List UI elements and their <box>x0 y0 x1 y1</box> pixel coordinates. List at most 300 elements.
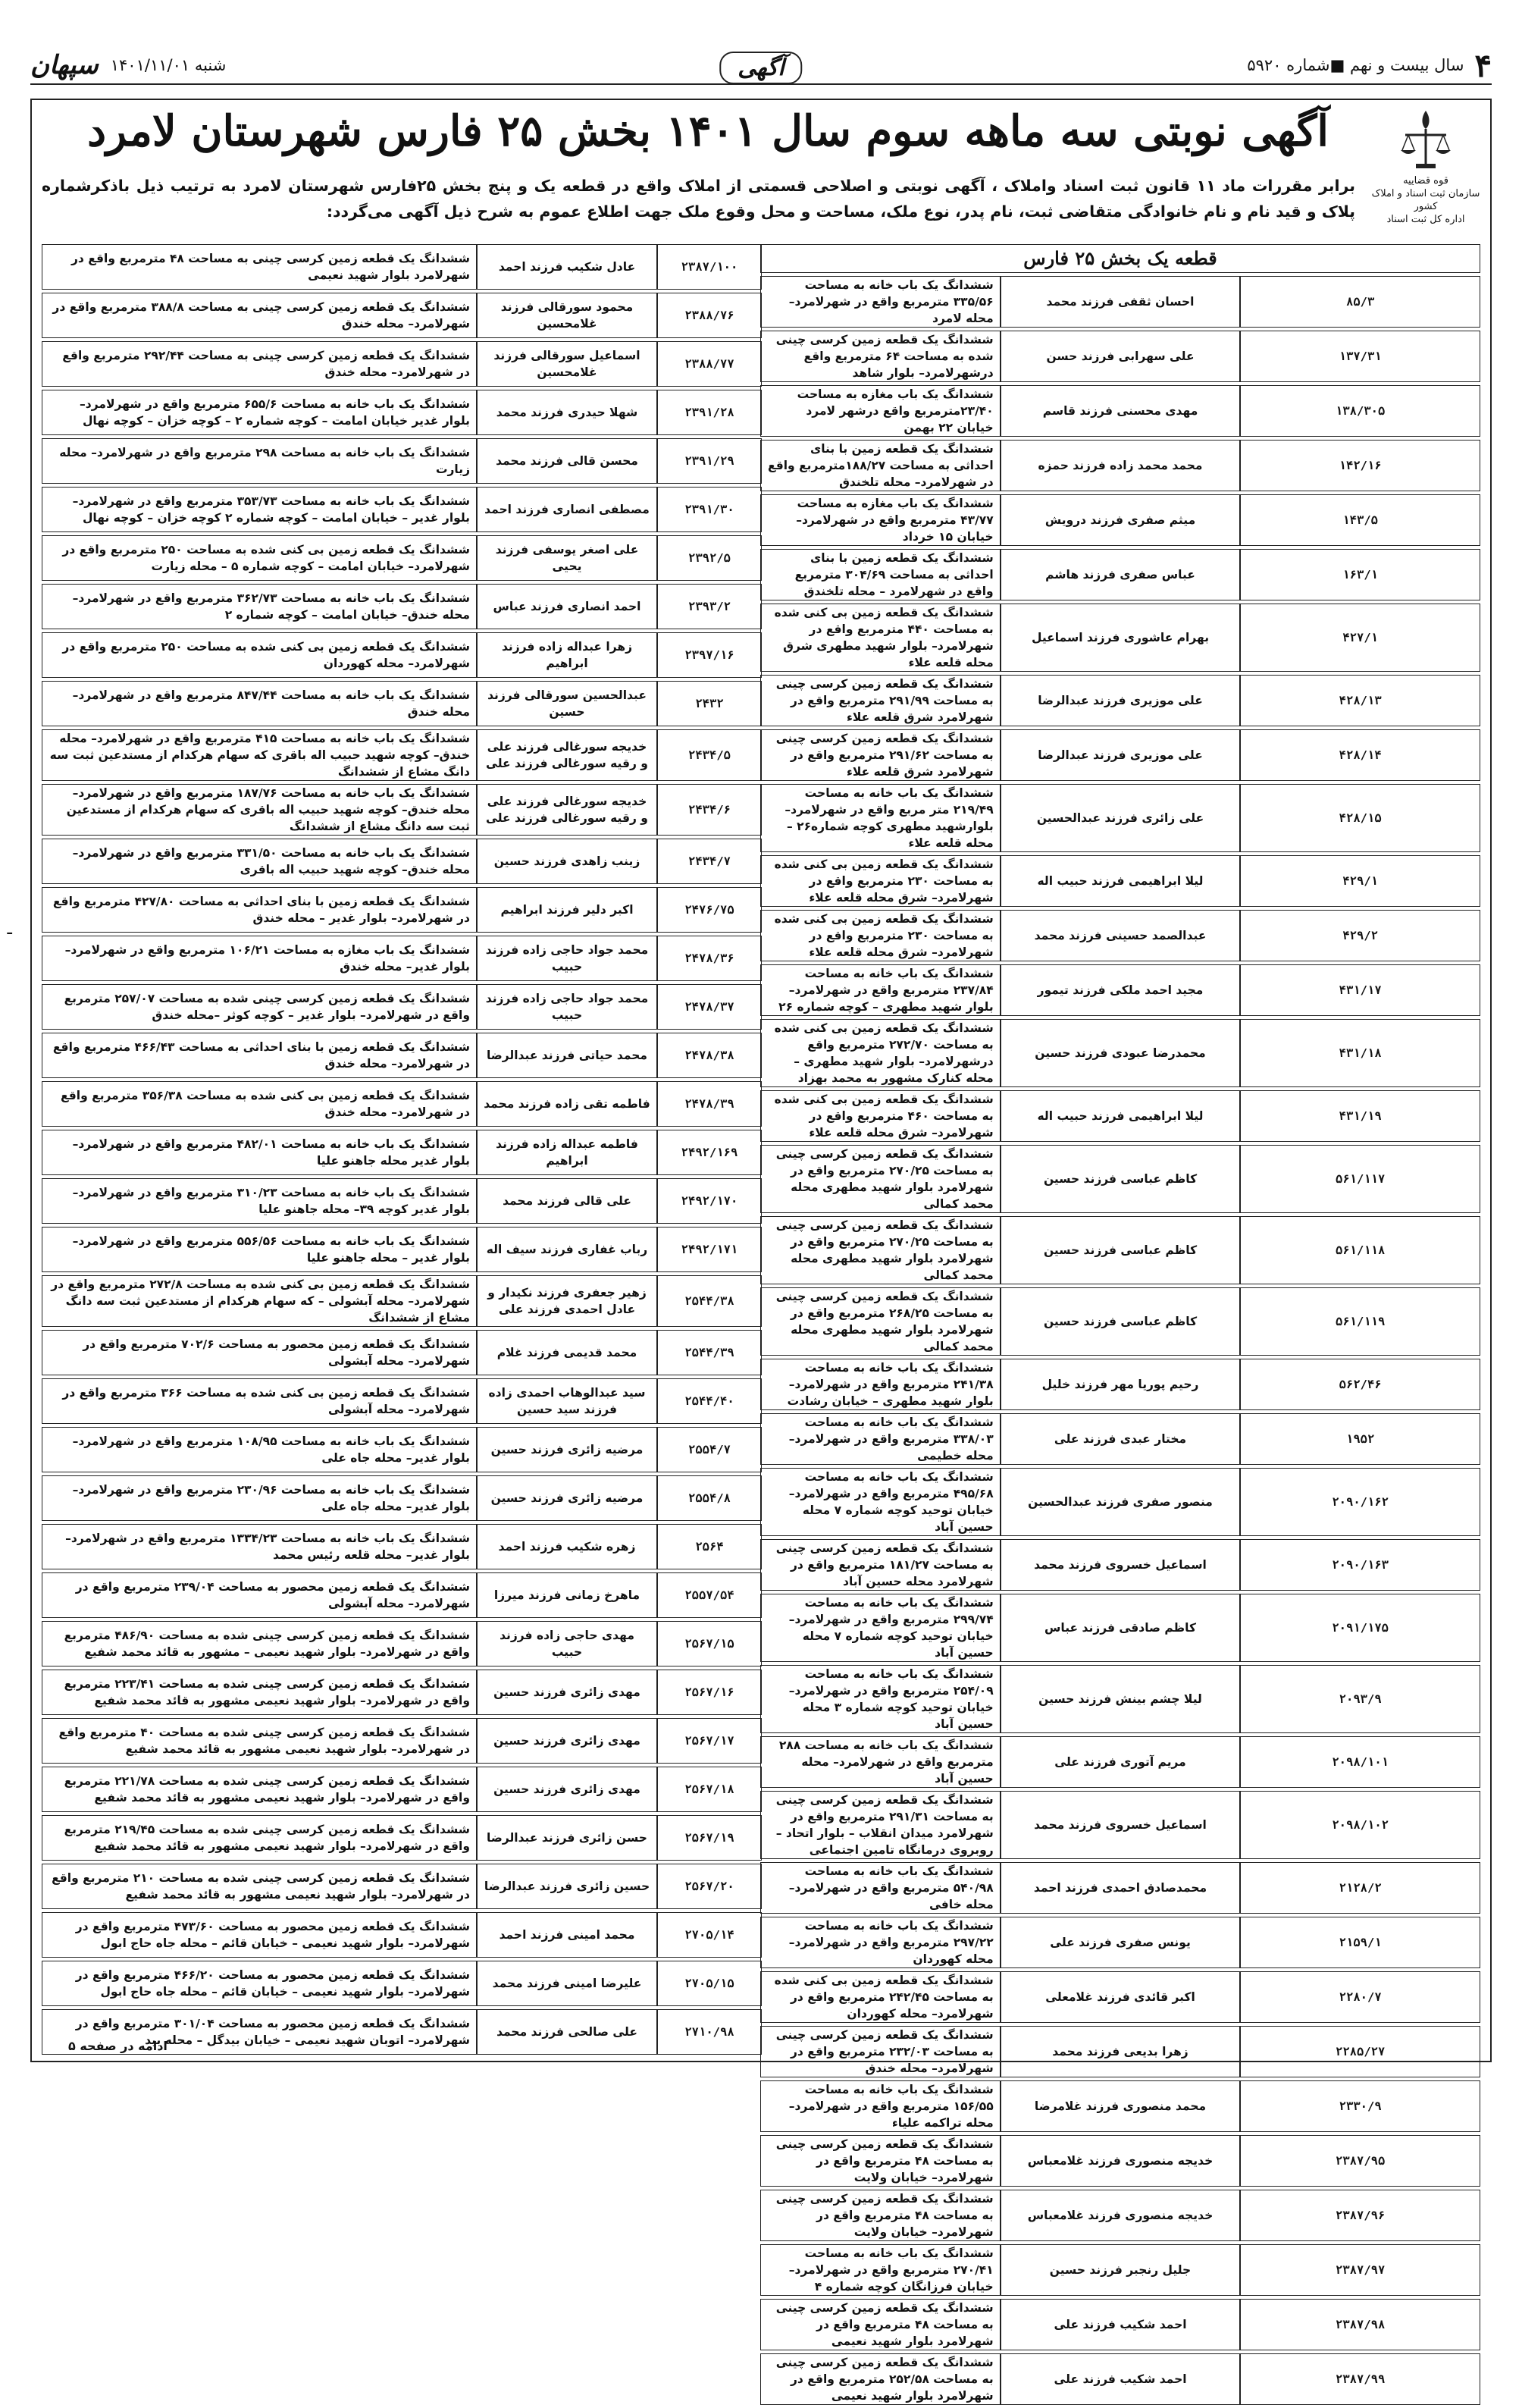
applicant-name: حسین زائری فرزند عبدالرضا <box>477 1864 657 1909</box>
property-description: ششدانگ یک باب خانه به مساحت ۳۳۱/۵۰ مترمربع واقع در شهرلامرد– محله خندق– کوچه شهید حبیب اله باقری <box>42 839 477 884</box>
plate-number: ۲۷۱۰/۹۸ <box>657 2009 762 2055</box>
plate-number: ۲۰۹۰/۱۶۲ <box>1240 1468 1480 1536</box>
property-description: ششدانگ یک قطعه زمین کرسی چینی به مساحت ۱۸۱/۲۷ مترمربع واقع در شهرلامرد محله حسین آباد <box>760 1539 1001 1591</box>
table-row <box>760 1862 1480 1914</box>
property-description: ششدانگ یک قطعه زمین کرسی چینی به مساحت ۲۹۱/۶۲ مترمربع واقع در شهرلامرد شرق قلعه علاء <box>760 729 1001 781</box>
applicant-name: لیلا چشم بینش فرزند حسین <box>1001 1665 1241 1733</box>
table-row <box>42 1330 762 1375</box>
table-row <box>42 984 762 1030</box>
applicant-name: خدیجه سورغالی فرزند علی و رقیه سورغالی فرزند علی <box>477 729 657 781</box>
table-row <box>42 887 762 933</box>
property-description: ششدانگ یک قطعه زمین کرسی چینی به مساحت ۴۸ مترمربع واقع در شهرلامرد بلوار شهید نعیمی <box>42 244 477 290</box>
table-row <box>760 910 1480 961</box>
applicant-name: احسان ثقفی فرزند محمد <box>1001 276 1241 328</box>
property-description: ششدانگ یک قطعه زمین کرسی چینی به مساحت ۲۹۱/۳۱ مترمربع واقع در شهرلامرد میدان انقلاب – بلوار اتحاد – روبروی درمانگاه تامین اجتماعی <box>760 1791 1001 1859</box>
applicant-name: محمد حیاتی فرزند عبدالرضا <box>477 1033 657 1078</box>
property-description: ششدانگ یک قطعه زمین کرسی چینی به مساحت ۲۳۲/۰۳ مترمربع واقع در شهرلامرد– محله خندق <box>760 2026 1001 2077</box>
plate-number: ۲۰۹۳/۹ <box>1240 1665 1480 1733</box>
plate-number: ۴۲۸/۱۵ <box>1240 784 1480 852</box>
plate-number: ۴۲۷/۱ <box>1240 604 1480 672</box>
property-description: ششدانگ یک قطعه زمین محصور به مساحت ۳۰۱/۰۴ مترمربع واقع در شهرلامرد– اتوبان شهید نعیمی – خیابان بیدگل – محله بید <box>42 2009 477 2055</box>
table-row <box>760 1917 1480 1968</box>
plate-number: ۲۵۴۴/۳۹ <box>657 1330 762 1375</box>
table-row <box>760 729 1480 781</box>
table-row <box>42 1475 762 1521</box>
table-row <box>760 1791 1480 1859</box>
plate-number: ۵۶۱/۱۱۸ <box>1240 1216 1480 1284</box>
applicant-name: فاطمه تقی زاده فرزند محمد <box>477 1081 657 1127</box>
applicant-name: محمد منصوری فرزند غلامرضا <box>1001 2080 1241 2132</box>
table-row <box>42 1081 762 1127</box>
property-description: ششدانگ یک قطعه زمین کرسی چینی شده به مساحت ۲۵۷/۰۷ مترمربع واقع در شهرلامرد– بلوار غدیر – کوچه کوثر –محله خندق <box>42 984 477 1030</box>
property-description: ششدانگ یک باب خانه به مساحت ۳۳۵/۵۶ مترمربع واقع در شهرلامرد– محله لامرد <box>760 276 1001 328</box>
plate-number: ۵۶۲/۴۶ <box>1240 1359 1480 1410</box>
plate-number: ۲۴۷۶/۷۵ <box>657 887 762 933</box>
applicant-name: علی موزیری فرزند عبدالرضا <box>1001 729 1241 781</box>
applicant-name: بهرام عاشوری فرزند اسماعیل <box>1001 604 1241 672</box>
applicant-name: میثم صفری فرزند درویش <box>1001 494 1241 546</box>
property-description: ششدانگ یک قطعه زمین کرسی چینی شده به مساحت ۲۲۱/۷۸ مترمربع واقع در شهرلامرد– بلوار شهید نعیمی مشهور به قائد محمد شفیع <box>42 1767 477 1812</box>
property-description: ششدانگ یک باب خانه به مساحت ۲۹۷/۲۲ مترمربع واقع در شهرلامرد– محله کهوردان <box>760 1917 1001 1968</box>
table-row <box>760 1971 1480 2023</box>
plate-number: ۴۲۹/۱ <box>1240 855 1480 907</box>
plate-number: ۲۳۸۷/۹۷ <box>1240 2244 1480 2296</box>
property-description: ششدانگ یک قطعه زمین کرسی چینی به مساحت ۴۸ مترمربع واقع در شهرلامرد– خیابان ولایت <box>760 2190 1001 2241</box>
registry-emblem <box>1369 106 1483 235</box>
property-description: ششدانگ یک قطعه زمین بی کنی شده به مساحت ۲۵۰ مترمربع واقع در شهرلامرد– محله کهوردان <box>42 632 477 678</box>
table-row <box>760 1359 1480 1410</box>
property-description: ششدانگ یک قطعه زمین کرسی چینی به مساحت ۴۸ مترمربع واقع در شهرلامرد بلوار شهید نعیمی <box>760 2299 1001 2350</box>
table-row <box>42 1670 762 1715</box>
table-row <box>760 2135 1480 2187</box>
property-description: ششدانگ یک باب خانه به مساحت ۲۳۰/۹۶ مترمربع واقع در شهرلامرد– بلوار غدیر– محله جاه علی <box>42 1475 477 1521</box>
property-description: ششدانگ یک قطعه زمین کرسی چینی به مساحت ۲۵۲/۵۸ مترمربع واقع در شهرلامرد بلوار شهید نعیمی <box>760 2353 1001 2405</box>
applicant-name: لیلا ابراهیمی فرزند حبیب اله <box>1001 855 1241 907</box>
plate-number: ۲۵۵۴/۸ <box>657 1475 762 1521</box>
section-label: آگهی <box>719 52 802 84</box>
margin-mark: - <box>6 921 14 944</box>
block-title: قطعه یک بخش ۲۵ فارس <box>760 244 1480 273</box>
property-description: ششدانگ یک باب خانه به مساحت ۱۸۷/۷۶ مترمربع واقع در شهرلامرد– محله خندق– کوچه شهید حبیب اله باقری که سهام هرکدام از مستدعین ثبت سه دانگ مشاع از ششدانگ <box>42 784 477 836</box>
table-row <box>760 2244 1480 2296</box>
plate-number: ۲۷۰۵/۱۴ <box>657 1912 762 1958</box>
plate-number: ۲۳۸۷/۹۶ <box>1240 2190 1480 2241</box>
property-description: ششدانگ یک باب خانه به مساحت ۲۳۷/۸۴ مترمربع واقع در شهرلامرد– بلوار شهید مطهری – کوچه شماره ۲۶ <box>760 964 1001 1016</box>
applicant-name: محمود سورقالی فرزند غلامحسین <box>477 293 657 338</box>
applicant-name: مهدی محسنی فرزند قاسم <box>1001 385 1241 437</box>
property-description: ششدانگ یک باب خانه به مساحت ۳۳۸/۰۳ مترمربع واقع در شهرلامرد– محله خطیمی <box>760 1413 1001 1465</box>
property-description: ششدانگ یک قطعه زمین محصور به مساحت ۷۰۲/۶ مترمربع واقع در شهرلامرد– محله آبشولی <box>42 1330 477 1375</box>
plate-number: ۱۶۳/۱ <box>1240 549 1480 600</box>
applicant-name: احمد شکیب فرزند علی <box>1001 2299 1241 2350</box>
table-row <box>42 341 762 387</box>
plate-number: ۲۳۹۱/۲۹ <box>657 438 762 484</box>
plate-number: ۲۳۸۷/۱۰۰ <box>657 244 762 290</box>
applicant-name: علی صالحی فرزند محمد <box>477 2009 657 2055</box>
plate-number: ۲۴۳۴/۷ <box>657 839 762 884</box>
plate-number: ۴۲۹/۲ <box>1240 910 1480 961</box>
applicant-name: مهدی زائری فرزند حسین <box>477 1670 657 1715</box>
plate-number: ۴۲۸/۱۴ <box>1240 729 1480 781</box>
table-row <box>760 331 1480 382</box>
applicant-name: مختار عبدی فرزند علی <box>1001 1413 1241 1465</box>
plate-number: ۲۵۶۴ <box>657 1524 762 1569</box>
property-description: ششدانگ یک قطعه زمین بی کنی شده به مساحت ۲۷۲/۷۰ مترمربع واقع درشهرلامرد– بلوار شهید مطهری – محله کنارک مشهور به محمد بهزاد <box>760 1019 1001 1087</box>
applicant-name: منصور صفری فرزند عبدالحسین <box>1001 1468 1241 1536</box>
table-row <box>760 1145 1480 1213</box>
table-row <box>42 1912 762 1958</box>
property-description: ششدانگ یک باب خانه به مساحت ۳۵۳/۷۳ مترمربع واقع در شهرلامرد– بلوار غدیر – خیابان امامت – کوچه شماره ۲ کوچه خزان – کوچه نهال <box>42 487 477 532</box>
property-description: ششدانگ یک قطعه زمین کرسی چینی به مساحت ۲۶۸/۲۵ مترمربع واقع در شهرلامرد بلوار شهید مطهری محله محمد کمالی <box>760 1287 1001 1356</box>
plate-number: ۲۰۹۸/۱۰۲ <box>1240 1791 1480 1859</box>
table-row <box>760 2353 1480 2405</box>
table-row <box>760 2026 1480 2077</box>
property-description: ششدانگ یک قطعه زمین بی کنی شده به مساحت ۲۴۲/۴۵ مترمربع واقع در شهرلامرد– محله کهوردان <box>760 1971 1001 2023</box>
property-description: ششدانگ یک قطعه زمین کرسی چینی شده به مساحت ۲۲۳/۴۱ مترمربع واقع در شهرلامرد– بلوار شهید نعیمی مشهور به قائد محمد شفیع <box>42 1670 477 1715</box>
plate-number: ۲۳۳۰/۹ <box>1240 2080 1480 2132</box>
plate-number: ۱۴۳/۵ <box>1240 494 1480 546</box>
applicant-name: یونس صفری فرزند علی <box>1001 1917 1241 1968</box>
property-description: ششدانگ یک باب خانه به مساحت ۶۵۵/۶ مترمربع واقع در شهرلامرد– بلوار غدیر خیابان امامت – کوچه شماره ۲ – کوچه خزان – کوچه نهال <box>42 390 477 435</box>
property-description: ششدانگ یک قطعه زمین بی کنی شده به مساحت ۴۴۰ مترمربع واقع در شهرلامرد– بلوار شهید مطهری شرق محله قلعه علاء <box>760 604 1001 672</box>
table-row <box>42 1378 762 1424</box>
plate-number: ۲۳۸۸/۷۷ <box>657 341 762 387</box>
applicant-name: علی قالی فرزند محمد <box>477 1178 657 1224</box>
applicant-name: مریم آتوری فرزند علی <box>1001 1736 1241 1788</box>
table-row <box>760 1216 1480 1284</box>
emblem-line-1: قوه قضاییه <box>1403 175 1448 187</box>
applicant-name: خدیجه سورغالی فرزند علی و رقیه سورغالی فرزند علی <box>477 784 657 836</box>
table-row <box>760 276 1480 328</box>
table-row <box>760 675 1480 726</box>
plate-number: ۵۶۱/۱۱۹ <box>1240 1287 1480 1356</box>
table-row <box>42 1427 762 1472</box>
applicant-name: مهدی زائری فرزند حسین <box>477 1767 657 1812</box>
left-notice-table <box>42 241 762 2058</box>
table-row <box>42 535 762 581</box>
applicant-name: اکبر قائدی فرزند غلامعلی <box>1001 1971 1241 2023</box>
table-row <box>42 244 762 290</box>
applicant-name: اسماعیل خسروی فرزند محمد <box>1001 1791 1241 1859</box>
plate-number: ۲۴۷۸/۳۸ <box>657 1033 762 1078</box>
plate-number: ۲۲۸۵/۲۷ <box>1240 2026 1480 2077</box>
property-description: ششدانگ یک قطعه زمین محصور به مساحت ۲۳۹/۰۴ مترمربع واقع در شهرلامرد– محله آبشولی <box>42 1572 477 1618</box>
plate-number: ۲۳۹۱/۲۸ <box>657 390 762 435</box>
applicant-name: حسن زائری فرزند عبدالرضا <box>477 1815 657 1861</box>
table-row <box>42 1275 762 1327</box>
applicant-name: فاطمه عبداله زاده فرزند ابراهیم <box>477 1130 657 1175</box>
emblem-line-3: اداره کل ثبت اسناد <box>1386 214 1465 225</box>
table-row <box>42 1621 762 1666</box>
plate-number: ۲۵۶۷/۱۹ <box>657 1815 762 1861</box>
applicant-name: رحیم پوریا مهر فرزند خلیل <box>1001 1359 1241 1410</box>
table-row <box>42 1178 762 1224</box>
table-row <box>42 936 762 981</box>
plate-number: ۲۴۷۸/۳۶ <box>657 936 762 981</box>
plate-number: ۲۳۹۳/۲ <box>657 584 762 629</box>
applicant-name: محمد قدیمی فرزند غلام <box>477 1330 657 1375</box>
property-description: ششدانگ یک قطعه زمین بی کنی شده به مساحت ۲۳۰ مترمربع واقع در شهرلامرد– شرق محله قلعه علاء <box>760 910 1001 961</box>
notice-intro: برابر مقررات ماد ۱۱ قانون ثبت اسناد واملاک ، آگهی نوبتی و اصلاحی قسمتی از املاک واقع در قطعه یک و پنج بخش ۲۵فارس شهرستان لامرد به ترتیب ذیل باذکرشماره پلاک و قید نام و نام خانوادگی متقاضی ثبت، نام پدر، نوع ملک، مساحت و محل وقوع ملک جهت اطلاع عموم به شرح ذیل آگهی می‌گردد: <box>42 177 1355 221</box>
property-description: ششدانگ یک قطعه زمین کرسی چینی به مساحت ۴۸ مترمربع واقع در شهرلامرد– خیابان ولایت <box>760 2135 1001 2187</box>
property-description: ششدانگ یک باب خانه به مساحت ۳۱۰/۲۳ مترمربع واقع در شهرلامرد– بلوار غدیر کوچه ۳۹– محله جاهنو علیا <box>42 1178 477 1224</box>
plate-number: ۲۳۹۱/۳۰ <box>657 487 762 532</box>
plate-number: ۲۴۳۲ <box>657 681 762 726</box>
plate-number: ۴۳۱/۱۷ <box>1240 964 1480 1016</box>
property-description: ششدانگ یک باب خانه به مساحت ۴۸۲/۰۱ مترمربع واقع در شهرلامرد–بلوار غدیر محله جاهنو علیا <box>42 1130 477 1175</box>
applicant-name: محمدرضا عبودی فرزند حسین <box>1001 1019 1241 1087</box>
property-description: ششدانگ یک باب خانه به مساحت ۲۵۴/۰۹ مترمربع واقع در شهرلامرد– خیابان توحید کوچه شماره ۳ محله حسین آباد <box>760 1665 1001 1733</box>
plate-number: ۲۴۷۸/۳۹ <box>657 1081 762 1127</box>
table-row <box>42 1227 762 1272</box>
table-row <box>42 839 762 884</box>
property-description: ششدانگ یک قطعه زمین محصور به مساحت ۴۷۳/۶۰ مترمربع واقع در شهرلامرد– بلوار شهید نعیمی – خیابان قائم – محله جاه حاج ابول <box>42 1912 477 1958</box>
property-description: ششدانگ یک قطعه زمین با بنای احداثی به مساحت ۴۶۶/۴۳ مترمربع واقع در شهرلامرد– محله خندق <box>42 1033 477 1078</box>
property-description: ششدانگ یک باب خانه به مساحت ۵۵۶/۵۶ مترمربع واقع در شهرلامرد– بلوار غدیر – محله جاهنو علیا <box>42 1227 477 1272</box>
plate-number: ۲۵۴۴/۴۰ <box>657 1378 762 1424</box>
plate-number: ۸۵/۳ <box>1240 276 1480 328</box>
notice-title: آگهی نوبتی سه ماهه سوم سال ۱۴۰۱ بخش ۲۵ فارس شهرستان لامرد <box>87 106 1329 156</box>
table-row <box>760 440 1480 491</box>
property-description: ششدانگ یک باب خانه به مساحت ۱۵۶/۵۵ مترمربع واقع در شهرلامرد– محله تراکمه علیاء <box>760 2080 1001 2132</box>
plate-number: ۲۴۹۲/۱۶۹ <box>657 1130 762 1175</box>
property-description: ششدانگ یک باب مغازه به مساحت ۱۰۶/۲۱ مترمربع واقع در شهرلامرد– بلوار غدیر– محله خندق <box>42 936 477 981</box>
plate-number: ۲۳۸۷/۹۸ <box>1240 2299 1480 2350</box>
applicant-name: محمد محمد زاده فرزند حمزه <box>1001 440 1241 491</box>
table-row <box>760 964 1480 1016</box>
applicant-name: زهرا بدیعی فرزند محمد <box>1001 2026 1241 2077</box>
table-row <box>760 604 1480 672</box>
plate-number: ۲۰۹۰/۱۶۳ <box>1240 1539 1480 1591</box>
applicant-name: زهیر جعفری فرزند نکیدار و عادل احمدی فرزند علی <box>477 1275 657 1327</box>
plate-number: ۲۵۶۷/۱۵ <box>657 1621 762 1666</box>
applicant-name: عبدالصمد حسینی فرزند محمد <box>1001 910 1241 961</box>
plate-number: ۲۵۶۷/۱۷ <box>657 1718 762 1764</box>
plate-number: ۲۳۹۷/۱۶ <box>657 632 762 678</box>
applicant-name: علی اصغر یوسفی فرزند یحیی <box>477 535 657 581</box>
property-description: ششدانگ یک قطعه زمین بی کنی شده به مساحت ۳۵۶/۳۸ مترمربع واقع در شهرلامرد– محله خندق <box>42 1081 477 1127</box>
table-row <box>42 584 762 629</box>
plate-number: ۲۳۸۷/۹۹ <box>1240 2353 1480 2405</box>
property-description: ششدانگ یک باب خانه به مساحت ۲۸۸ مترمربع واقع در شهرلامرد– محله حسین آباد <box>760 1736 1001 1788</box>
table-row <box>42 1767 762 1812</box>
plate-number: ۱۹۵۲ <box>1240 1413 1480 1465</box>
table-row <box>760 1594 1480 1662</box>
applicant-name: ماهرخ زمانی فرزند میرزا <box>477 1572 657 1618</box>
right-notice-table <box>760 241 1480 2408</box>
plate-number: ۲۵۶۷/۱۶ <box>657 1670 762 1715</box>
plate-number: ۲۴۳۴/۵ <box>657 729 762 781</box>
table-row <box>42 390 762 435</box>
table-row <box>42 1033 762 1078</box>
table-row <box>42 1815 762 1861</box>
table-row <box>760 855 1480 907</box>
table-row <box>42 1718 762 1764</box>
applicant-name: عادل شکیب فرزند احمد <box>477 244 657 290</box>
table-row <box>760 1287 1480 1356</box>
table-row <box>760 1090 1480 1142</box>
property-description: ششدانگ یک باب خانه به مساحت ۴۱۵ مترمربع واقع در شهرلامرد– محله خندق– کوچه شهید حبیب اله باقری که سهام هرکدام از مستدعین ثبت سه دانگ مشاع از ششدانگ <box>42 729 477 781</box>
applicant-name: مجید احمد ملکی فرزند تیمور <box>1001 964 1241 1016</box>
applicant-name: اسماعیل خسروی فرزند محمد <box>1001 1539 1241 1591</box>
property-description: ششدانگ یک قطعه زمین کرسی چینی شده به مساحت ۴۰ مترمربع واقع در شهرلامرد– بلوار شهید نعیمی مشهور به قائد محمد شفیع <box>42 1718 477 1764</box>
applicant-name: علی موزیری فرزند عبدالرضا <box>1001 675 1241 726</box>
property-description: ششدانگ یک قطعه زمین کرسی چینی شده به مساحت ۶۴ مترمربع واقع درشهرلامرد– بلوار شاهد <box>760 331 1001 382</box>
plate-number: ۲۵۵۴/۷ <box>657 1427 762 1472</box>
plate-number: ۲۲۸۰/۷ <box>1240 1971 1480 2023</box>
property-description: ششدانگ یک قطعه زمین کرسی چینی شده به مساحت ۲۱۰ مترمربع واقع در شهرلامرد– بلوار شهید نعیمی مشهور به قائد محمد شفیع <box>42 1864 477 1909</box>
table-row <box>42 487 762 532</box>
applicant-name: لیلا ابراهیمی فرزند حبیب اله <box>1001 1090 1241 1142</box>
applicant-name: مرضیه زائری فرزند حسین <box>477 1475 657 1521</box>
applicant-name: اکبر دلیر فرزند ابراهیم <box>477 887 657 933</box>
newspaper-logo: سپهان <box>30 50 99 80</box>
property-description: ششدانگ یک باب خانه به مساحت ۵۴۰/۹۸ مترمربع واقع در شهرلامرد– محله خافی <box>760 1862 1001 1914</box>
table-row <box>42 438 762 484</box>
property-description: ششدانگ یک باب مغازه به مساحت ۲۳/۴۰مترمربع واقع درشهر لامرد خیابان ۲۲ بهمن <box>760 385 1001 437</box>
applicant-name: اسماعیل سورقالی فرزند غلامحسین <box>477 341 657 387</box>
plate-number: ۲۰۹۸/۱۰۱ <box>1240 1736 1480 1788</box>
property-description: ششدانگ یک قطعه زمین با بنای احداثی به مساحت ۳۰۴/۶۹ مترمربع واقع در شهرلامرد – محله تلخندق <box>760 549 1001 600</box>
property-description: ششدانگ یک باب خانه به مساحت ۱۰۸/۹۵ مترمربع واقع در شهرلامرد–بلوار غدیر– محله جاه علی <box>42 1427 477 1472</box>
property-description: ششدانگ یک باب خانه به مساحت ۸۴۷/۴۴ مترمربع واقع در شهرلامرد– محله خندق <box>42 681 477 726</box>
plate-number: ۲۳۸۸/۷۶ <box>657 293 762 338</box>
table-row <box>42 1524 762 1569</box>
property-description: ششدانگ یک قطعه زمین کرسی چینی شده به مساحت ۴۸۶/۹۰ مترمربع واقع در شهرلامرد– بلوار شهید نعیمی – مشهور به قائد محمد شفیع <box>42 1621 477 1666</box>
applicant-name: رباب غفاری فرزند سیف اله <box>477 1227 657 1272</box>
scales-of-justice-icon <box>1399 106 1452 174</box>
plate-number: ۴۳۱/۱۸ <box>1240 1019 1480 1087</box>
continued-note: ادامه در صفحه ۵ <box>68 2039 168 2053</box>
issue-info: سال بیست و نهم ■شماره ۵۹۲۰ <box>1247 56 1464 74</box>
issue-date: شنبه ۱۴۰۱/۱۱/۰۱ <box>110 56 227 74</box>
table-row <box>42 1572 762 1618</box>
table-row <box>760 1468 1480 1536</box>
plate-number: ۲۴۹۲/۱۷۱ <box>657 1227 762 1272</box>
plate-number: ۱۳۷/۳۱ <box>1240 331 1480 382</box>
applicant-name: کاظم صادقی فرزند عباس <box>1001 1594 1241 1662</box>
table-row <box>760 1736 1480 1788</box>
table-row <box>42 681 762 726</box>
applicant-name: زهره شکیب فرزند احمد <box>477 1524 657 1569</box>
table-row <box>42 293 762 338</box>
applicant-name: جلیل رنجبر فرزند حسین <box>1001 2244 1241 2296</box>
plate-number: ۲۵۶۷/۲۰ <box>657 1864 762 1909</box>
table-row <box>42 632 762 678</box>
applicant-name: علی سهرابی فرزند حسن <box>1001 331 1241 382</box>
applicant-name: عباس صفری فرزند هاشم <box>1001 549 1241 600</box>
applicant-name: زهرا عبداله زاده فرزند ابراهیم <box>477 632 657 678</box>
applicant-name: کاظم عباسی فرزند حسین <box>1001 1216 1241 1284</box>
plate-number: ۲۱۲۸/۲ <box>1240 1862 1480 1914</box>
applicant-name: عبدالحسین سورقالی فرزند حسین <box>477 681 657 726</box>
applicant-name: احمد شکیب فرزند علی <box>1001 2353 1241 2405</box>
table-row <box>760 385 1480 437</box>
property-description: ششدانگ یک قطعه زمین با بنای احداثی به مساحت ۱۸۸/۲۷مترمربع واقع در شهرلامرد– محله تلخندق <box>760 440 1001 491</box>
plate-number: ۲۴۳۴/۶ <box>657 784 762 836</box>
property-description: ششدانگ یک باب خانه به مساحت ۲۹۸ مترمربع واقع در شهرلامرد– محله زیارت <box>42 438 477 484</box>
header-left <box>30 50 226 80</box>
plate-number: ۲۳۸۷/۹۵ <box>1240 2135 1480 2187</box>
emblem-line-2: سازمان ثبت اسناد و املاک کشور <box>1371 188 1480 212</box>
plate-number: ۱۴۲/۱۶ <box>1240 440 1480 491</box>
applicant-name: مصطفی انصاری فرزند احمد <box>477 487 657 532</box>
table-row <box>760 1019 1480 1087</box>
table-row <box>760 2299 1480 2350</box>
property-description: ششدانگ یک قطعه زمین با بنای احداثی به مساحت ۴۲۷/۸۰ مترمربع واقع در شهرلامرد– بلوار غدیر – محله خندق <box>42 887 477 933</box>
property-description: ششدانگ یک باب خانه به مساحت ۱۳۳۴/۲۳ مترمربع واقع در شهرلامرد– بلوار غدیر– محله قلعه رئیس محمد <box>42 1524 477 1569</box>
plate-number: ۲۱۵۹/۱ <box>1240 1917 1480 1968</box>
table-row <box>42 784 762 836</box>
applicant-name: محمد امینی فرزند احمد <box>477 1912 657 1958</box>
header-right <box>1247 47 1492 84</box>
property-description: ششدانگ یک قطعه زمین کرسی چینی به مساحت ۲۹۱/۹۹ مترمربع واقع در شهرلامرد شرق قلعه علاء <box>760 675 1001 726</box>
plate-number: ۲۴۹۲/۱۷۰ <box>657 1178 762 1224</box>
plate-number: ۲۵۴۴/۳۸ <box>657 1275 762 1327</box>
block-header-row <box>760 244 1480 273</box>
plate-number: ۲۰۹۱/۱۷۵ <box>1240 1594 1480 1662</box>
property-description: ششدانگ یک قطعه زمین کرسی چینی به مساحت ۳۸۸/۸ مترمربع واقع در شهرلامرد– محله خندق <box>42 293 477 338</box>
applicant-name: شهلا حیدری فرزند محمد <box>477 390 657 435</box>
plate-number: ۴۲۸/۱۳ <box>1240 675 1480 726</box>
table-row <box>760 1665 1480 1733</box>
applicant-name: مهدی زائری فرزند حسین <box>477 1718 657 1764</box>
plate-number: ۲۵۵۷/۵۴ <box>657 1572 762 1618</box>
applicant-name: احمد انصاری فرزند عباس <box>477 584 657 629</box>
page-number: ۴ <box>1474 46 1492 84</box>
plate-number: ۴۳۱/۱۹ <box>1240 1090 1480 1142</box>
property-description: ششدانگ یک قطعه زمین کرسی چینی به مساحت ۲۹۲/۴۴ مترمربع واقع در شهرلامرد– محله خندق <box>42 341 477 387</box>
plate-number: ۲۴۷۸/۳۷ <box>657 984 762 1030</box>
applicant-name: محسن قالی فرزند محمد <box>477 438 657 484</box>
applicant-name: خدیجه منصوری فرزند غلامعباس <box>1001 2135 1241 2187</box>
applicant-name: سید عبدالوهاب احمدی زاده فرزند سید حسین <box>477 1378 657 1424</box>
table-row <box>42 1961 762 2006</box>
applicant-name: محمد جواد حاجی زاده فرزند حبیب <box>477 936 657 981</box>
property-description: ششدانگ یک قطعه زمین بی کنی شده به مساحت ۴۶۰ مترمربع واقع در شهرلامرد– شرق محله قلعه علاء <box>760 1090 1001 1142</box>
table-row <box>42 1864 762 1909</box>
applicant-name: مرضیه زائری فرزند حسین <box>477 1427 657 1472</box>
property-description: ششدانگ یک قطعه زمین کرسی چینی به مساحت ۲۷۰/۲۵ مترمربع واقع در شهرلامرد بلوار شهید مطهری محله محمد کمالی <box>760 1145 1001 1213</box>
plate-number: ۲۷۰۵/۱۵ <box>657 1961 762 2006</box>
table-row <box>760 784 1480 852</box>
applicant-name: کاظم عباسی فرزند حسین <box>1001 1287 1241 1356</box>
applicant-name: علیرضا امینی فرزند محمد <box>477 1961 657 2006</box>
property-description: ششدانگ یک باب خانه به مساحت ۴۹۵/۶۸ مترمربع واقع در شهرلامرد– خیابان توحید کوچه شماره ۷ محله حسین آباد <box>760 1468 1001 1536</box>
property-description: ششدانگ یک قطعه زمین بی کنی شده به مساحت ۲۳۰ مترمربع واقع در شهرلامرد– شرق محله قلعه علاء <box>760 855 1001 907</box>
applicant-name: خدیجه منصوری فرزند غلامعباس <box>1001 2190 1241 2241</box>
plate-number: ۱۳۸/۳۰۵ <box>1240 385 1480 437</box>
applicant-name: محمدصادق احمدی فرزند احمد <box>1001 1862 1241 1914</box>
table-row <box>760 1413 1480 1465</box>
applicant-name: مهدی حاجی زاده فرزند حبیب <box>477 1621 657 1666</box>
property-description: ششدانگ یک قطعه زمین بی کنی شده به مساحت ۲۷۲/۸ مترمربع واقع در شهرلامرد– محله آبشولی – که سهام هرکدام از مستدعین ثبت سه دانگ مشاع از ششدانگ <box>42 1275 477 1327</box>
applicant-name: کاظم عباسی فرزند حسین <box>1001 1145 1241 1213</box>
property-description: ششدانگ یک قطعه زمین کرسی چینی به مساحت ۲۷۰/۲۵ مترمربع واقع در شهرلامرد بلوار شهید مطهری محله محمد کمالی <box>760 1216 1001 1284</box>
plate-number: ۲۳۹۲/۵ <box>657 535 762 581</box>
table-row <box>42 729 762 781</box>
table-row <box>760 2190 1480 2241</box>
property-description: ششدانگ یک باب خانه به مساحت ۲۷۰/۴۱ مترمربع واقع در شهرلامرد– خیابان فرزانگان کوچه شماره ۴ <box>760 2244 1001 2296</box>
table-row <box>42 1130 762 1175</box>
property-description: ششدانگ یک قطعه زمین بی کنی شده به مساحت ۳۶۶ مترمربع واقع در شهرلامرد– محله آبشولی <box>42 1378 477 1424</box>
property-description: ششدانگ یک باب خانه به مساحت ۳۶۲/۷۳ مترمربع واقع در شهرلامرد– محله خندق– خیابان امامت – کوچه شماره ۲ <box>42 584 477 629</box>
property-description: ششدانگ یک باب خانه به مساحت ۲۱۹/۴۹ متر مربع واقع در شهرلامرد– بلوارشهید مطهری کوچه شماره۲۶ – محله قلعه علاء <box>760 784 1001 852</box>
plate-number: ۲۵۶۷/۱۸ <box>657 1767 762 1812</box>
table-row <box>760 549 1480 600</box>
table-row <box>760 1539 1480 1591</box>
property-description: ششدانگ یک باب خانه به مساحت ۲۴۱/۳۸ مترمربع واقع در شهرلامرد– بلوار شهید مطهری – خیابان رشادت <box>760 1359 1001 1410</box>
